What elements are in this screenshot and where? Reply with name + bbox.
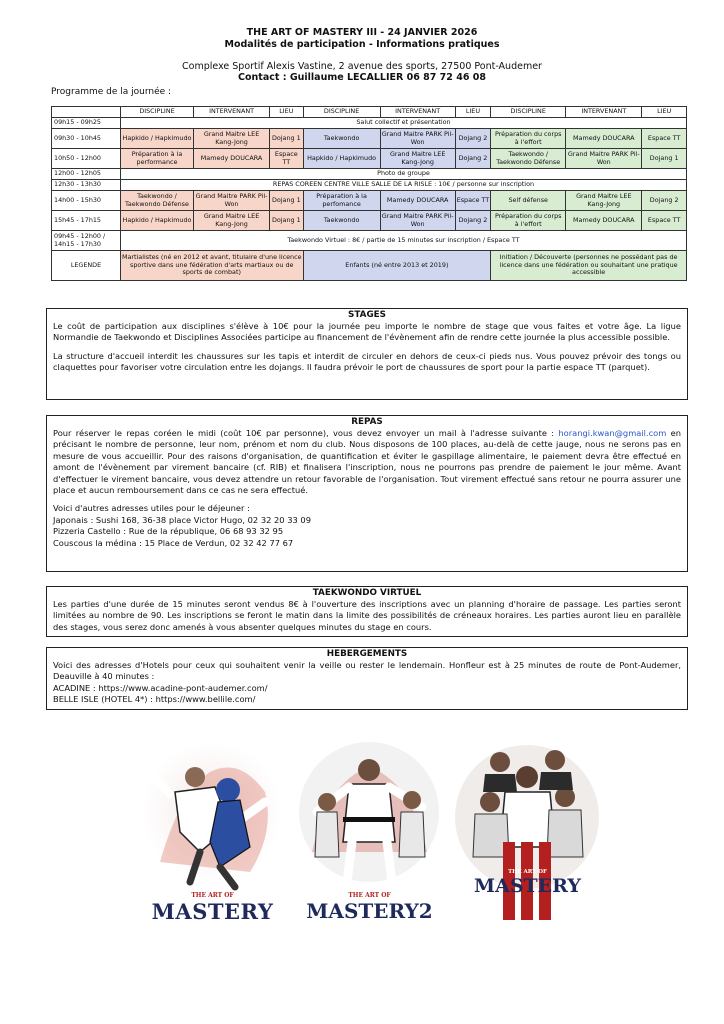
location-cell: Dojang 2: [455, 129, 491, 149]
location-cell: Espace TT: [642, 211, 687, 231]
stages-paragraph-2: La structure d'accueil interdit les chaussures sur les tapis et interdit de circuler en dehors de ceux-ci pieds nus. Vous pouvez prévoir des tongs ou claquettes pour favoriser votre circulation entre les dojangs. Il faudra prévoir le port de chaussures de sport pour la partie espace TT (parquet).: [53, 350, 681, 373]
column-header: DISCIPLINE: [303, 107, 380, 118]
column-header: INTERVENANT: [566, 107, 642, 118]
repas-section: [46, 415, 688, 572]
location-cell: Dojang 1: [270, 129, 303, 149]
discipline-cell: Taekwondo: [303, 129, 380, 149]
time-slot-cell: 10h50 - 12h00: [52, 149, 121, 169]
instructor-cell: Grand Maitre PARK Pil-Won: [194, 191, 270, 211]
time-slot-cell: 12h00 - 12h05: [52, 169, 121, 180]
discipline-cell: Hapkido / Hapkimudo: [120, 129, 193, 149]
schedule-header-row: [52, 107, 687, 118]
schedule-row: [52, 169, 687, 180]
discipline-cell: Taekwondo / Taekwondo Défense: [491, 149, 566, 169]
legend-label: LEGENDE: [52, 251, 121, 281]
column-header: INTERVENANT: [380, 107, 455, 118]
schedule-row: [52, 180, 687, 191]
schedule-row: [52, 149, 687, 169]
schedule-row: [52, 191, 687, 211]
hebergements-section: [46, 647, 688, 710]
time-slot-cell: 15h45 - 17h15: [52, 211, 121, 231]
discipline-cell: Self défense: [491, 191, 566, 211]
hotel-item: BELLE ISLE (HOTEL 4*) : https://www.bellile.com/: [53, 694, 256, 705]
discipline-cell: Préparation du corps à l'effort: [491, 129, 566, 149]
legend-item: Initiation / Découverte (personnes ne possédant pas de licence dans une fédération ou souhaitant une pratique accessible: [491, 251, 687, 281]
stages-section: [46, 308, 688, 400]
restaurant-address: Couscous la médina : 15 Place de Verdun, 02 32 42 77 67: [53, 537, 294, 548]
email-link[interactable]: horangi.kwan@gmail.com: [558, 428, 667, 438]
hotel-item: ACADINE : https://www.acadine-pont-audemer.com/: [53, 682, 268, 693]
instructor-cell: Mamedy DOUCARA: [566, 211, 642, 231]
schedule-span-cell: REPAS COREEN CENTRE VILLE SALLE DE LA RISLE : 10€ / personne sur inscription: [120, 180, 686, 191]
discipline-cell: Hapkido / Hapkimudo: [120, 211, 193, 231]
discipline-cell: Préparation à la perfomance: [303, 191, 380, 211]
instructor-cell: Grand Maitre LEE Kang-Jong: [380, 149, 455, 169]
legend-row: [52, 251, 687, 281]
poster-mastery-2: THE ART OF MASTERY2: [297, 732, 442, 922]
instructor-cell: Mamedy DOUCARA: [566, 129, 642, 149]
column-header: LIEU: [455, 107, 491, 118]
instructor-cell: Mamedy DOUCARA: [380, 191, 455, 211]
hebergements-paragraph: Voici des adresses d'Hotels pour ceux qui souhaitent venir la veille ou rester le lendemain. Honfleur est à 25 minutes de route de Pont-Audemer, Deauville à 40 minutes :: [53, 660, 681, 682]
discipline-cell: Taekwondo: [303, 211, 380, 231]
discipline-cell: Préparation à la performance: [120, 149, 193, 169]
venue-address: Complexe Sportif Alexis Vastine, 2 avenue des sports, 27500 Pont-Audemer: [182, 61, 542, 72]
location-cell: Dojang 1: [270, 211, 303, 231]
discipline-cell: Préparation du corps à l'effort: [491, 211, 566, 231]
event-subtitle: Modalités de participation - Informations pratiques: [224, 39, 500, 50]
schedule-span-cell: Photo de groupe: [120, 169, 686, 180]
restaurant-address: Japonais : Sushi 168, 36-38 place Victor Hugo, 02 32 20 33 09: [53, 514, 311, 525]
instructor-cell: Grand Maitre LEE Kang-Jong: [194, 211, 270, 231]
contact-line: Contact : Guillaume LECALLIER 06 87 72 46 08: [238, 72, 486, 83]
repas-title: REPAS: [351, 417, 383, 427]
instructor-cell: Grand Maitre LEE Kang-Jong: [194, 129, 270, 149]
column-header: LIEU: [642, 107, 687, 118]
schedule-table: [51, 106, 687, 281]
column-header: DISCIPLINE: [120, 107, 193, 118]
hotel-list: [53, 683, 681, 706]
instructor-cell: Grand Maitre LEE Kang-Jong: [566, 191, 642, 211]
schedule-row: [52, 118, 687, 129]
restaurant-list: [53, 515, 681, 549]
instructor-cell: Grand Maitre PARK Pil-Won: [566, 149, 642, 169]
poster-mastery-1: THE ART OF MASTERY: [140, 732, 285, 922]
location-cell: Espace TT: [270, 149, 303, 169]
virtuel-paragraph: Les parties d'une durée de 15 minutes seront vendus 8€ à l'ouverture des inscriptions avec un planning d'horaire de passage. Les parties seront limitées au nombre de 90. Les inscriptions se feront le matin dans la limite des possibilités de créneaux horaires. Les parties auront lieu en parallèle des stages, vous serez donc amenés à vous absenter quelques minutes du stage en cours.: [53, 599, 681, 632]
discipline-cell: Hapkido / Hapkimudo: [303, 149, 380, 169]
instructor-cell: Grand Maitre PARK Pil-Won: [380, 129, 455, 149]
virtuel-title: TAEKWONDO VIRTUEL: [312, 588, 422, 598]
time-slot-cell: 09h15 - 09h25: [52, 118, 121, 129]
column-header: LIEU: [270, 107, 303, 118]
restaurant-address: Pizzeria Castello : Rue de la république, 06 68 93 32 95: [53, 526, 284, 537]
schedule-span-cell: Salut collectif et présentation: [120, 118, 686, 129]
location-cell: Dojang 1: [270, 191, 303, 211]
location-cell: Dojang 2: [455, 149, 491, 169]
column-header: DISCIPLINE: [491, 107, 566, 118]
location-cell: Espace TT: [642, 129, 687, 149]
discipline-cell: Taekwondo / Taekwondo Défense: [120, 191, 193, 211]
schedule-corner-cell: [52, 107, 121, 118]
time-slot-cell: 09h30 - 10h45: [52, 129, 121, 149]
instructor-cell: Grand Maitre PARK Pil-Won: [380, 211, 455, 231]
virtuel-section: [46, 586, 688, 637]
legend-item: Martialistes (né en 2012 et avant, titulaire d'une licence sportive dans une fédération d'arts martiaux ou de sports de combat): [120, 251, 303, 281]
location-cell: Dojang 2: [642, 191, 687, 211]
location-cell: Dojang 1: [642, 149, 687, 169]
time-slot-cell: 12h30 - 13h30: [52, 180, 121, 191]
repas-others-intro: Voici d'autres adresses utiles pour le déjeuner :: [53, 503, 250, 514]
schedule-row: [52, 211, 687, 231]
poster-mastery-3: THE ART OF MASTERY: [455, 732, 600, 922]
schedule-row: [52, 129, 687, 149]
stages-paragraph-1: Le coût de participation aux disciplines s'élève à 10€ pour la journée peu importe le nombre de stage que vous faites et votre âge. La ligue Normandie de Taekwondo et Disciplines Associées participe au financement de l'évènement afin de rendre cette journée la plus accessible possible.: [53, 321, 681, 343]
instructor-cell: Mamedy DOUCARA: [194, 149, 270, 169]
schedule-span-cell: Taekwondo Virtuel : 8€ / partie de 15 minutes sur inscription / Espace TT: [120, 231, 686, 251]
column-header: INTERVENANT: [194, 107, 270, 118]
repas-paragraph: Pour réserver le repas coréen le midi (coût 10€ par personne), vous devez envoyer un mail à l'adresse suivante : horangi.kwan@gmail.com en précisant le nombre de personne, leur nom, prénom et nom du club. Nous disposons de 100 places, au-delà de cette jauge, nous ne serons pas en mesure de vous accueillir. Pour des raisons d'organisation, de quantification et éviter le gaspillage alimentaire, le paiement devra être effectué en amont de l'évènement par virement bancaire (cf. RIB) et finalisera l'inscription, nous ne pourrons pas prendre de paiement le jour même. Avant d'effectuer le virement bancaire, vous devez attendre un retour favorable de l'organisation. Tout virement effectué sans retour ne pourra assurer une place et aucun remboursement dans ce cas ne sera effectué.: [53, 428, 682, 496]
time-slot-cell: 14h00 - 15h30: [52, 191, 121, 211]
program-label: Programme de la journée :: [51, 87, 172, 97]
location-cell: Espace TT: [455, 191, 491, 211]
stages-title: STAGES: [347, 310, 387, 320]
legend-item: Enfants (né entre 2013 et 2019): [303, 251, 491, 281]
time-slot-cell: 09h45 - 12h00 / 14h15 - 17h30: [52, 231, 121, 251]
event-title: THE ART OF MASTERY III - 24 JANVIER 2026: [246, 27, 478, 38]
location-cell: Dojang 2: [455, 211, 491, 231]
schedule-row: [52, 231, 687, 251]
hebergements-title: HEBERGEMENTS: [326, 649, 408, 659]
